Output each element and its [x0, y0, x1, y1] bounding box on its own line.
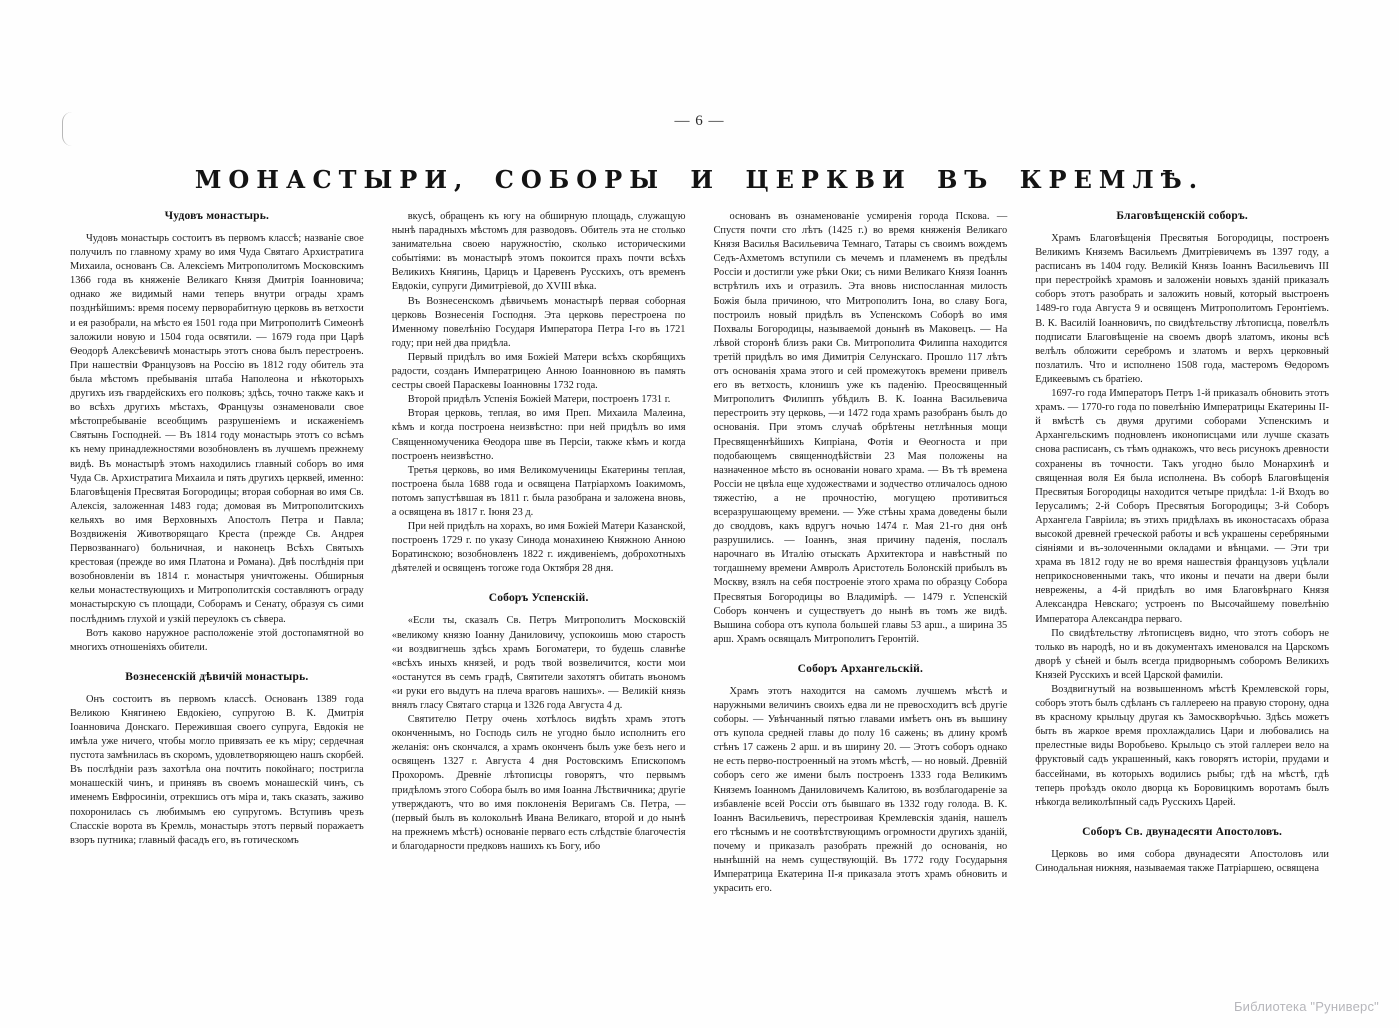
paragraph: основанъ въ ознаменованіе усмиренія города Пскова. — Спустя почти сто лѣтъ (1425 г.) во время княженія Великаго Князя Василья Васильевича Темнаго, Татары съ своимъ вождемъ Седъ-Ахметомъ вступили съ мечемъ и пламенемъ въ предѣлы Россіи и достигли уже рѣки Оки; съ ними Великаго Князя Іоаннъ встрѣтилъ ихъ и отразилъ. Эта вновь ниспосланная милость Божія была причиною, что Митрополитъ Іона, во славу Бога, построилъ новый придѣлъ въ Успенскомъ Соборѣ во имя Похвалы Богородицы, называемой донынѣ въ Маковецъ. — На лѣвой сторонѣ близъ раки Св. Митрополита Филиппа находится третій придѣлъ во имя Димитрія Селунскаго. Прошло 117 лѣтъ отъ основанія храма этого и сей промежутокъ времени привелъ его въ ветхость, клонишъ уже къ паденію. Преосвященный Митрополитъ Филиппъ убѣдилъ В. К. Іоанна Васильевича перестроить эту церковь, —и 1472 года храмъ разобранъ былъ до основанія. При этомъ случаѣ обрѣтены нетлѣнныя мощи Пресвященнѣйшихъ Кипріана, Фотія и Ѳеогноста и при подобающемъ священнодѣйствіи 23 Мая положены на назначенное мѣсто въ основаніи новаго храма. — Въ тѣ времена Россіи не цвѣла еще художествами и зодчество отличалось одною тяжестію, а не прочностію, могущею противиться всеразрушающему времени. — Уже стѣны храма доведены были до своддовъ, какъ вдругъ ночью 1474 г. Мая 21-го дня онѣ разрушились. — Іоаннъ, зная причину паденія, послалъ нарочнаго въ Италію отыскать Архитектора и навѣстный по тогдашнему времени Амвролъ Аристотель Болонскій прибылъ въ Москву, взялъ на себя построеніе этого храма по образцу Собора Пресвятыя Богородицы во Владимірѣ. — 1479 г. Успенскій Соборъ конченъ и существуетъ до нынѣ въ томъ же видѣ. Вышина собора отъ купола большей главы 53 арш., а ширина 35 арш. Храмъ освящалъ Митрополитъ Геронтій. — [713, 211, 1008, 645]
paragraph: Храмъ Благовѣщенія Пресвятыя Богородицы, построенъ Великимъ Княземъ Васильемъ Дмитріевичемъ въ 1397 году, а расписанъ въ 1404 году. Великій Князь Іоаннъ Васильевичъ III при перестройкѣ храмовъ и заложеніи новыхъ зданій приказалъ соборъ этотъ разобрать и заложить новый, который выстроенъ 1489-го года Августа 9 и освященъ Митрополитомъ Геронтіемъ. В. К. Василій Іоанновичъ, по свидѣтельству лѣтописца, повелѣлъ подписати Благовѣщеніе на своемъ дворѣ златомъ, иконы всѣ велѣлъ обложити серебромъ и златомъ и верхъ церковный позлатилъ. Что и исполнено 1508 года, мастеромъ Ѳедоромъ Едикеевымъ съ братіею. — [1035, 233, 1329, 385]
paragraph: Второй придѣлъ Успенія Божіей Матери, построенъ 1731 г. — [407, 394, 671, 406]
section-heading: Соборъ Св. двунадесяти Апостоловъ. — [1082, 825, 1283, 838]
paragraph: Вотъ каково наружное расположеніе этой достопамятной во многихъ отношеніяхъ обители. — [70, 627, 364, 653]
paragraph: Воздвигнутый на возвышенномъ мѣстѣ Кремлевской горы, соборъ этотъ былъ сдѣланъ съ галлереею на правую сторону, одна въ красному крыльцу другая къ Замоскворѣчью. Здѣсь можетъ быть въ жаркое время прохлаждались Цари и любовались на прелестные виды Воробьево. Крыльцо съ этой галлереи вело на фруктовый садъ украшенный, какъ говорятъ исторіи, прудами и бассейнами, въ которыхъ водились рыбы; гдѣ на мѣстѣ, гдѣ теперь проѣздъ около дворца къ Боровицкимъ воротамъ былъ нѣкогда великолѣпный садъ Русскихъ Царей. — [1035, 684, 1329, 808]
section-heading: Чудовъ монастырь. — [164, 210, 270, 222]
paragraph: Онъ состоитъ въ первомъ классѣ. Основанъ 1389 года Великою Княгинею Евдокіею, супругою В. К. Дмитрія Іоанновича Донскаго. Пережившая своего супруга, Евдокія не имѣла уже ничего, чтобы могло привязать ее къ міру; сердечная пустота замѣнилась въ скоромъ, удовлетворяющею нашъ скорбей. Въ послѣдніи разъ захотѣла она почтить покойнаго; постригла монашескій чинъ, и принявъ въ своемъ монашескій чинъ, съ именемъ Евфросиніи, отрекшись отъ міра и, такъ сказать, заживо похоронилась съ любимымъ ею супругомъ. Вступивъ чрезъ Спасскіе ворота въ Кремль, монастырь этотъ первый поражаетъ взоръ путника; главный фасадъ его, въ готическомъ — [70, 693, 364, 846]
section-heading: Благовѣщенскій соборъ. — [1116, 210, 1248, 222]
paragraph: вкусѣ, обращенъ къ югу на обширную площадь, служащую нынѣ парадныхъ мѣстомъ для разводовъ. Обитель эта не столько занимательна своею наружностію, сколько историческими событіями: въ монастырѣ этомъ покоится прахъ почти всѣхъ Великихъ Княгинь, Царицъ и Царевенъ Русскихъ, отъ временъ Евдокіи, супруги Димитріевой, до XVIII вѣка. — [391, 211, 686, 293]
paragraph: Святителю Петру очень хотѣлось видѣть храмъ этотъ оконченнымъ, но Господь силъ не угодно было исполнить его желанія: онъ скончался, а храмъ оконченъ былъ уже безъ него и освященъ 1327 г. Августа 4 дня Ростовскимъ Епископомъ Прохоромъ. Древніе лѣтописцы говорятъ, что первымъ придѣломъ этого Собора былъ во имя Іоанна Лѣствичника; другіе утверждаютъ, что во имя поклоненія Веригамъ Св. Петра, — (первый былъ въ колокольнѣ Ивана Великаго, второй и до нынѣ на прежнемъ мѣстѣ) основаніе перваго есть слѣдствіе благочестія и благодарности предковъ нашихъ къ Богу, ибо — [391, 714, 686, 852]
column-1 — [70, 210, 364, 968]
section-heading: Соборъ Архангельскій. — [797, 662, 924, 675]
section-heading: Вознесенскій дѣвичій монастырь. — [125, 670, 309, 683]
paragraph: Чудовъ монастырь состоитъ въ первомъ классѣ; названіе свое получилъ по главному храму во имя Чуда Святаго Архистратига Михаила, основанъ Св. Алексіемъ Митрополитомъ Московскимъ 1366 года въ княженіе Великаго Князя Дмитрія Іоанновича; однако же видимый нами теперь внутри ограды храмъ позднѣйшимъ: время посему перворабитную церковь въ ветхости и ея разобрали, на мѣсто ея 1501 года при Митрополитѣ Симеонѣ заложили новую и 1504 года освятили. — 1679 года при Царѣ Ѳеодорѣ Алексѣевичѣ монастырь этотъ снова былъ перестроенъ. При нашествіи Французовъ на Россію въ 1812 году обитель эта была мѣстомъ пребыванія штаба Наполеона и нѣкоторыхъ другихъ изъ гвардейскихъ его полковъ; здѣсь, точно также какъ и во всѣхъ другихъ мѣстахъ, Французы ознаменовали свое мѣстопребываніе всеобщимъ разрушеніемъ и искаженіемъ Святынь Господней. — Въ 1814 году монастырь этотъ со всѣмъ къ нему принадлежностями возобновленъ въ лучшемъ прежнему видѣ. Въ монастырѣ этомъ находились главный соборъ во имя Чуда Св. Архистратига Михаила и пять другихъ церквей, именно: Благовѣщенія Пресвятая Богородицы; вторая соборная во имя Св. Алексія, заложенная 1483 года; домовая въ Митрополитскихъ кельяхъ во имя Верховныхъ Апостолъ Петра и Павла; Воздвиженія Животворящаго Креста (прежде Св. Андрея Первозваннаго) больничная, и наконецъ Всѣхъ Святыхъ крестовая (прежде во имя Платона и Романа). Двѣ послѣднія при возобновленіи въ 1814 г. монастыря уничтожены. Обширныя кельи монастествующихъ и Митрополитскія составляютъ ограду монастырскую съ площади, Соборамъ и Сенату, образуя съ сими послѣднимъ глухой и узкій переулокъ съ сѣвера. — [70, 233, 364, 625]
column-2 — [392, 210, 686, 968]
paragraph: Храмъ этотъ находится на самомъ лучшемъ мѣстѣ и наружными величинъ своихъ едва ли не превосходитъ всѣ другіе соборы. — Увѣнчанный пятью главами имѣетъ онъ въ вышину отъ купола средней главы до полу 16 сажень; въ длину кромѣ стѣнъ 17 сажень 2 арш. и въ ширину 20. — Этотъ соборъ однако не есть перво-построенный на этомъ мѣстѣ, — но новый. Древній соборъ сего же имени былъ построенъ 1333 года Великимъ Княземъ Іоанномъ Даниловичемъ Калитою, въ возблагодареніе за избавленіе всей Россіи отъ бывшаго въ 1332 году голода. В. К. Іоаннъ Васильевичъ, перестроивая Кремлевскія зданія, нашелъ его тѣснымъ и не соотвѣтствующимъ огромности другихъ зданій, почему и приказалъ разобрать прежній до основанія, но нынѣшній на немъ существующій. Въ 1772 году Государыня Императрица Екатерина II-я приказала этотъ храмъ обновить и украсить его. — [713, 685, 1008, 895]
paragraph: Вторая церковь, теплая, во имя Преп. Михаила Малеина, кѣмъ и когда построена неизвѣстно: при ней придѣлъ во имя Священномученика Ѳеодора шве въ Персіи, также кѣмъ и когда построенъ неизвѣстно. — [391, 408, 686, 462]
column-3 — [714, 210, 1008, 968]
paragraph: Въ Вознесенскомъ дѣвичьемъ монастырѣ первая соборная церковь Вознесенія Господня. Эта церковь перестроена по Именному повелѣнію Государя Императора Петра I-го въ 1721 году; при ней два придѣла. — [391, 295, 686, 349]
paragraph: Церковь во имя собора двунадесяти Апостоловъ или Синодальная нижняя, называемая также Патріаршею, освящена — [1035, 848, 1329, 874]
paragraph: 1697-го года Императоръ Петръ 1-й приказалъ обновить этотъ храмъ. — 1770-го года по повелѣнію Императрицы Екатерины II-й вмѣстѣ съ двумя другими соборами Успенскимъ и Архангельскимъ подновленъ иконописцами или лучше сказать снова расписанъ, съ тѣмъ однакожъ, что весь рисунокъ древности сохранены въ точности. Такъ угодно было Монархинѣ и священная воля Ея была исполнена. Въ соборѣ Благовѣщенія Пресвятыя Богородицы находится четыре придѣла: 1-й Входъ во Іерусалимъ; 2-й Соборъ Пресвятыя Богородицы; 3-й Соборъ Архангела Гавріила; въ этихъ придѣлахъ въ иконостасахъ образа высокой древней греческой работы и всѣ украшены серебряными сіяніями и въ-золоченными окладами и вѣнцами. — Эти три храма въ 1812 году не во время нашествія французовъ уцѣлали неприкосновенными такъ, что иконы и печати на двери были неврежены, а 4-й придѣлъ во имя Благовѣрнаго Князя Александра Невскаго; устроенъ по Высочайшему повелѣнію Императора Александра перваго. — [1035, 388, 1329, 625]
library-watermark: Библиотека "Руниверс" — [1233, 999, 1379, 1014]
paragraph: По свидѣтельству лѣтописцевъ видно, что этотъ соборъ не только въ народѣ, но и въ документахъ именовался на Царскомъ дворѣ у сѣней и былъ всегда придворнымъ соборомъ Великихъ Князей Русскихъ и всей Царской фамиліи. — [1035, 627, 1329, 681]
page-title: МОНАСТЫРИ, СОБОРЫ И ЦЕРКВИ ВЪ КРЕМЛѢ. — [194, 165, 1205, 194]
paragraph: Первый придѣлъ во имя Божіей Матери всѣхъ скорбящихъ радости, созданъ Императрицею Анною Іоанновною въ память сестры своей Параскевы Іоанновны 1732 года. — [391, 351, 686, 392]
paragraph: «Если ты, сказалъ Св. Петръ Митрополитъ Московскій «великому князю Іоанну Даниловичу, успокоишь мою старость «и воздвигнешь здѣсь храмъ Богоматери, то будешь славнѣе «всѣхъ иныхъ князей, и родъ твой возвеличится, кости мои «останутся въ семъ градѣ, Святители захотятъ обитать въономъ «и руки его выдутъ на плеча враговъ нашихъ». — Великій князь внялъ гласу Святаго старца и 1326 года Августа 4 д. — [391, 615, 686, 711]
column-4 — [1035, 210, 1329, 968]
paragraph: При ней придѣлъ на хорахъ, во имя Божіей Матери Казанской, построенъ 1729 г. по указу Синода монахинею Княжною Анною Боратинскою; возобновленъ 1822 г. иждивеніемъ, доброхотныхъ дѣятелей и освященъ тогоже года Октября 28 дня. — [391, 521, 686, 575]
page-number: — 6 — — [674, 113, 725, 129]
section-heading: Соборъ Успенскій. — [488, 592, 589, 605]
text-columns — [70, 210, 1329, 968]
paragraph: Третья церковь, во имя Великомученицы Екатерины теплая, построена была 1688 года и освящена Патріархомъ Іоакимомъ, потомъ запустѣвшая въ 1811 г. была разобрана и заложена вновь, а освящена въ 1817 г. Іюня 23 д. — [391, 464, 686, 518]
